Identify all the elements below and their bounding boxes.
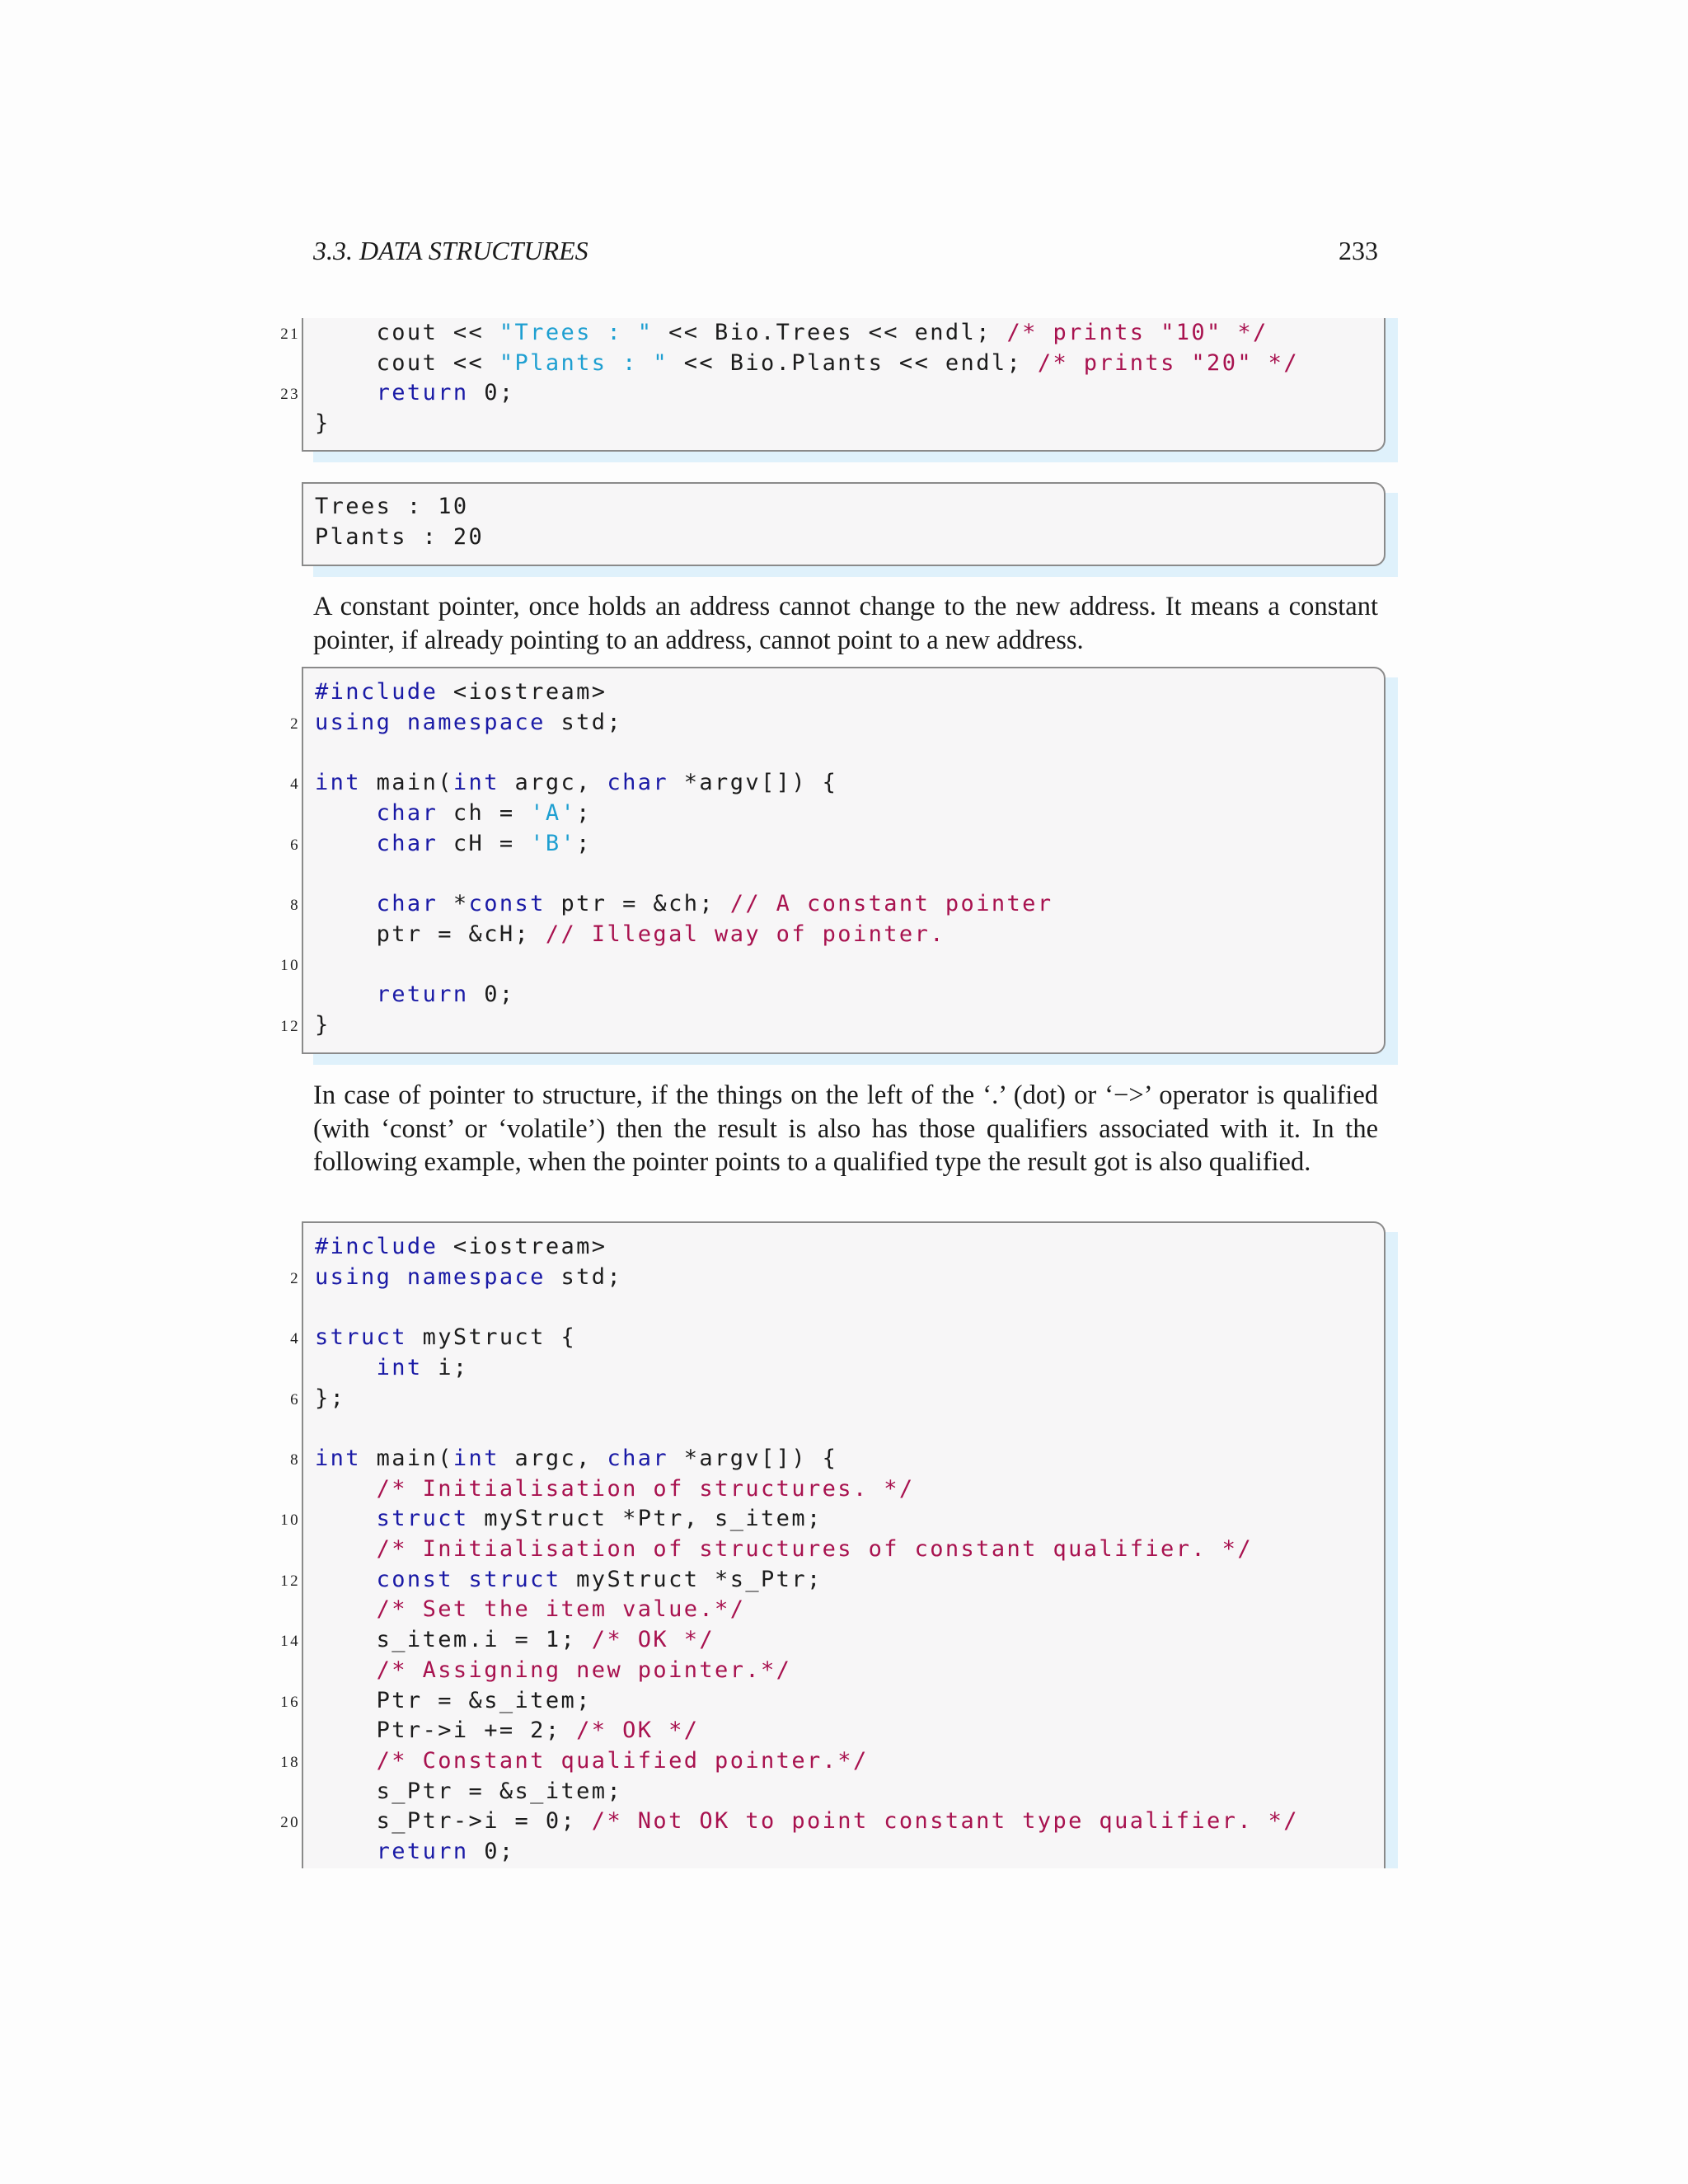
code-text: * bbox=[438, 890, 469, 916]
code-text: main( bbox=[360, 770, 453, 796]
code-line bbox=[315, 1656, 791, 1686]
code-text bbox=[315, 380, 377, 405]
code-text bbox=[315, 982, 377, 1007]
code-text: << Bio.Plants << endl; bbox=[668, 349, 1038, 376]
code-keyword: int bbox=[315, 1445, 361, 1471]
line-number: 10 bbox=[280, 1511, 300, 1530]
code-line bbox=[315, 1716, 699, 1746]
code-text bbox=[315, 891, 377, 916]
code-text bbox=[315, 1506, 377, 1531]
code-text bbox=[315, 1567, 377, 1592]
code-comment: /* Initialisation of structures of constant qualifier. */ bbox=[376, 1536, 1253, 1562]
line-number: 4 bbox=[290, 1330, 300, 1348]
code-keyword: using namespace bbox=[315, 709, 546, 735]
code-keyword: #include bbox=[315, 1234, 438, 1259]
line-number: 2 bbox=[290, 1269, 300, 1287]
code-text: argc, bbox=[499, 1445, 607, 1471]
code-text: 0; bbox=[468, 380, 515, 406]
code-comment: /* prints "10" */ bbox=[1006, 320, 1268, 345]
code-text: std; bbox=[545, 709, 623, 735]
code-text bbox=[315, 1748, 377, 1774]
code-text bbox=[315, 1536, 377, 1562]
code-text: ; bbox=[576, 830, 592, 856]
line-number: 23 bbox=[280, 386, 300, 404]
code-line bbox=[315, 920, 945, 950]
code-text: Ptr = &s_item; bbox=[315, 1687, 592, 1713]
code-text: Plants : 20 bbox=[315, 523, 485, 550]
code-comment: // Illegal way of pointer. bbox=[545, 921, 945, 947]
line-number: 6 bbox=[290, 836, 300, 854]
line-number: 14 bbox=[280, 1633, 300, 1651]
code-comment: /* Constant qualified pointer.*/ bbox=[376, 1747, 869, 1774]
code-string: "Trees : " bbox=[499, 320, 654, 345]
line-number: 18 bbox=[280, 1753, 300, 1771]
code-comment: // A constant pointer bbox=[729, 890, 1053, 916]
code-text bbox=[315, 1657, 377, 1683]
code-keyword: #include bbox=[315, 679, 438, 705]
code-line bbox=[280, 378, 515, 409]
body-paragraph-1: A constant pointer, once holds an address cannot change to the new address. It means a constant pointer, if already pointing to an address, cannot point to a new address. bbox=[313, 592, 1378, 655]
code-line bbox=[315, 1837, 515, 1868]
code-text: main( bbox=[360, 1445, 453, 1471]
code-string: 'B' bbox=[530, 830, 577, 856]
code-line bbox=[280, 1746, 869, 1777]
code-keyword: char bbox=[607, 770, 669, 796]
code-keyword: int bbox=[452, 1445, 499, 1471]
code-keyword: int bbox=[452, 770, 499, 796]
code-text: cH = bbox=[438, 830, 531, 856]
code-line bbox=[290, 889, 1053, 920]
code-keyword: char bbox=[376, 890, 438, 916]
code-string: 'A' bbox=[530, 799, 577, 826]
code-line bbox=[315, 409, 331, 439]
code-text: argc, bbox=[499, 770, 607, 796]
code-keyword: struct bbox=[376, 1506, 469, 1532]
code-text bbox=[315, 1476, 377, 1502]
code-string: "Plants : " bbox=[499, 349, 669, 376]
code-line bbox=[280, 318, 1268, 349]
code-text: *argv[]) { bbox=[668, 1445, 838, 1471]
code-line bbox=[290, 768, 838, 799]
code-text: Trees : 10 bbox=[315, 494, 469, 519]
code-keyword: int bbox=[315, 770, 361, 796]
code-comment: /* OK */ bbox=[591, 1627, 715, 1653]
line-number: 16 bbox=[280, 1693, 300, 1711]
code-line bbox=[290, 829, 592, 860]
line-number: 10 bbox=[280, 957, 300, 975]
code-keyword: return bbox=[376, 1839, 469, 1864]
code-comment: /* Not OK to point constant type qualifier. */ bbox=[591, 1808, 1299, 1835]
code-line bbox=[280, 1504, 823, 1535]
running-header bbox=[313, 236, 1378, 272]
code-text: ch = bbox=[438, 799, 531, 826]
section-title: 3.3. DATA STRUCTURES bbox=[313, 236, 588, 265]
code-text bbox=[315, 1355, 377, 1380]
code-line bbox=[315, 1353, 469, 1384]
code-line bbox=[280, 1625, 715, 1656]
code-line bbox=[315, 1232, 607, 1263]
code-keyword: return bbox=[376, 982, 469, 1007]
code-text: Ptr->i += 2; bbox=[315, 1718, 577, 1744]
code-keyword: int bbox=[376, 1354, 423, 1380]
code-text: *argv[]) { bbox=[668, 770, 838, 796]
code-text: } bbox=[315, 1011, 331, 1038]
code-text: 0; bbox=[468, 982, 515, 1007]
code-text: s_Ptr = &s_item; bbox=[315, 1778, 623, 1804]
code-line bbox=[280, 1010, 331, 1041]
code-text bbox=[315, 1596, 377, 1622]
code-line bbox=[315, 492, 469, 523]
code-line bbox=[315, 1777, 622, 1807]
line-number: 21 bbox=[280, 326, 300, 343]
line-number: 4 bbox=[290, 776, 300, 794]
body-paragraph-2: In case of pointer to structure, if the things on the left of the ‘.’ (dot) or ‘−>’ operator is qualified (with ‘const’ or ‘volatile’) then the result is also has those qualifiers associated with it. In the following example, when the pointer points to a qualified type the result got is also qualified. bbox=[313, 1080, 1378, 1177]
code-line bbox=[290, 1263, 623, 1293]
code-text: }; bbox=[315, 1385, 346, 1411]
line-number: 12 bbox=[280, 1572, 300, 1590]
code-line bbox=[315, 799, 592, 829]
code-comment: /* OK */ bbox=[576, 1718, 700, 1744]
code-text: cout << bbox=[315, 349, 499, 376]
code-line bbox=[290, 1384, 346, 1414]
code-line bbox=[290, 1323, 577, 1353]
code-text: i; bbox=[422, 1354, 469, 1380]
code-text: std; bbox=[545, 1263, 623, 1290]
code-line bbox=[315, 677, 607, 708]
code-text: ptr = &cH; bbox=[315, 921, 546, 947]
code-keyword: char bbox=[376, 799, 438, 826]
code-line bbox=[315, 1595, 745, 1625]
code-line bbox=[315, 1535, 1253, 1565]
code-text: 0; bbox=[468, 1839, 515, 1864]
code-comment: /* Assigning new pointer.*/ bbox=[376, 1657, 792, 1683]
code-line bbox=[280, 1686, 592, 1717]
code-keyword: using namespace bbox=[315, 1263, 546, 1290]
code-keyword: char bbox=[607, 1445, 669, 1471]
code-comment: /* prints "20" */ bbox=[1037, 349, 1299, 376]
code-text: myStruct *Ptr, s_item; bbox=[468, 1506, 823, 1532]
code-keyword: return bbox=[376, 380, 469, 406]
code-text: ptr = &ch; bbox=[545, 890, 730, 916]
code-line bbox=[280, 1807, 1299, 1837]
code-text: s_item.i = 1; bbox=[315, 1627, 592, 1653]
line-number: 20 bbox=[280, 1814, 300, 1832]
code-line bbox=[315, 523, 484, 553]
code-text: s_Ptr->i = 0; bbox=[315, 1808, 592, 1835]
code-comment: /* Set the item value.*/ bbox=[376, 1596, 746, 1623]
code-line bbox=[290, 708, 623, 738]
code-line bbox=[280, 1565, 823, 1596]
line-number: 6 bbox=[290, 1390, 300, 1408]
line-number: 2 bbox=[290, 715, 300, 733]
line-number: 8 bbox=[290, 1451, 300, 1469]
code-text bbox=[315, 1839, 377, 1864]
line-number: 12 bbox=[280, 1017, 300, 1035]
code-text: } bbox=[315, 410, 331, 437]
code-line bbox=[315, 980, 515, 1010]
code-text bbox=[315, 800, 377, 826]
code-comment: /* Initialisation of structures. */ bbox=[376, 1475, 915, 1502]
line-number: 8 bbox=[290, 896, 300, 914]
code-text: myStruct *s_Ptr; bbox=[560, 1566, 823, 1592]
code-line bbox=[315, 349, 1299, 379]
code-line bbox=[290, 1444, 838, 1474]
code-keyword: const bbox=[468, 890, 546, 916]
page-number: 233 bbox=[1339, 236, 1378, 265]
code-text: <iostream> bbox=[438, 679, 607, 705]
code-text: << Bio.Trees << endl; bbox=[653, 320, 1007, 345]
code-keyword: char bbox=[376, 830, 438, 856]
code-text: myStruct { bbox=[406, 1324, 577, 1351]
code-text: <iostream> bbox=[438, 1234, 607, 1259]
code-text: ; bbox=[576, 799, 592, 826]
code-keyword: const struct bbox=[376, 1566, 561, 1592]
code-text bbox=[315, 831, 377, 856]
code-line bbox=[315, 1474, 915, 1505]
code-text: cout << bbox=[315, 320, 499, 345]
code-keyword: struct bbox=[315, 1324, 407, 1351]
